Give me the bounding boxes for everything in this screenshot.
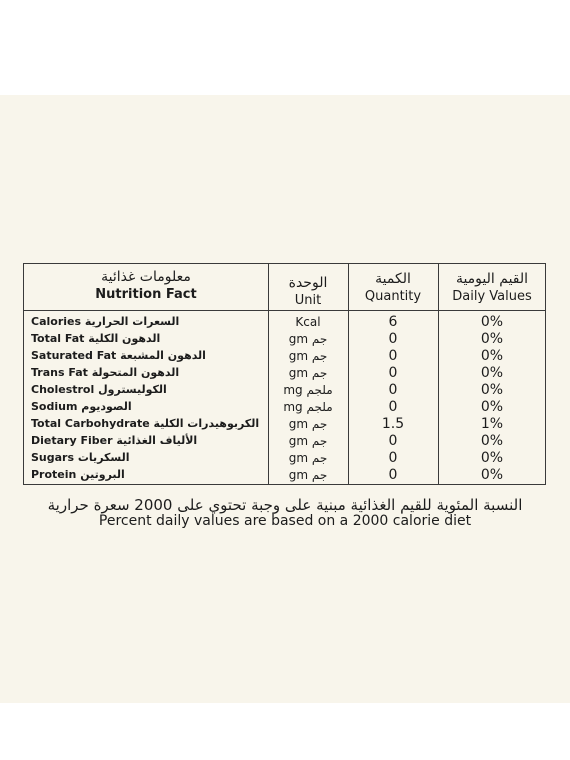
nutrient-ar: الكوليسترول	[98, 383, 167, 396]
table-row	[24, 434, 545, 451]
nutrient-name	[31, 383, 167, 396]
unit-cell: gm جم	[288, 434, 328, 448]
nutrient-en: Calories	[31, 315, 82, 328]
daily-value-cell: 0%	[480, 433, 504, 449]
nutrient-name	[31, 400, 132, 413]
nutrient-en: Cholestrol	[31, 383, 95, 396]
nutrient-ar: السكريات	[77, 451, 130, 464]
unit-cell: Kcal	[295, 315, 321, 329]
daily-value-cell: 0%	[480, 382, 504, 398]
nutrient-en: Trans Fat	[31, 366, 88, 379]
unit-cell: mg ملجم	[283, 383, 333, 397]
quantity-cell: 1.5	[381, 416, 405, 432]
daily-value-cell: 0%	[480, 348, 504, 364]
quantity-cell: 0	[388, 365, 398, 381]
daily-value-cell: 0%	[480, 467, 504, 483]
nutrient-en: Sugars	[31, 451, 75, 464]
table-row	[24, 366, 545, 383]
header-name-ar: معلومات غذائية	[101, 269, 191, 285]
quantity-cell: 6	[388, 314, 398, 330]
table-row	[24, 332, 545, 349]
nutrient-ar: الألياف الغذائية	[116, 434, 198, 447]
daily-value-cell: 0%	[480, 314, 504, 330]
nutrient-ar: الدهون الكلية	[88, 332, 161, 345]
daily-value-cell: 1%	[480, 416, 504, 432]
nutrient-name	[31, 315, 179, 328]
nutrient-en: Sodium	[31, 400, 78, 413]
unit-cell: gm جم	[288, 417, 328, 431]
daily-value-cell: 0%	[480, 365, 504, 381]
nutrient-en: Dietary Fiber	[31, 434, 113, 447]
footer-note-en: Percent daily values are based on a 2000 calorie diet	[98, 513, 472, 529]
quantity-cell: 0	[388, 450, 398, 466]
quantity-cell: 0	[388, 433, 398, 449]
daily-value-cell: 0%	[480, 399, 504, 415]
header-unit	[268, 274, 348, 310]
nutrient-ar: الدهون المشبعة	[120, 349, 206, 362]
nutrient-en: Saturated Fat	[31, 349, 117, 362]
quantity-cell: 0	[388, 467, 398, 483]
header-unit-en: Unit	[294, 293, 322, 308]
table-row	[24, 451, 545, 468]
header-unit-ar: الوحدة	[288, 275, 328, 291]
table-row	[24, 417, 545, 434]
header-qty-ar: الكمية	[375, 271, 411, 287]
header-name-en: Nutrition Fact	[95, 287, 197, 302]
unit-cell: gm جم	[288, 332, 328, 346]
nutrient-ar: البروتين	[80, 468, 125, 481]
nutrient-name	[31, 332, 160, 345]
nutrient-name	[31, 349, 206, 362]
unit-cell: gm جم	[288, 349, 328, 363]
unit-cell: gm جم	[288, 468, 328, 482]
quantity-cell: 0	[388, 399, 398, 415]
nutrient-ar: الصوديوم	[81, 400, 132, 413]
table-row	[24, 468, 545, 485]
header-nutrition-fact	[24, 268, 268, 304]
daily-value-cell: 0%	[480, 450, 504, 466]
nutrient-ar: الدهون المتحولة	[91, 366, 180, 379]
nutrition-table	[23, 263, 546, 485]
nutrient-en: Total Fat	[31, 332, 85, 345]
nutrient-name	[31, 451, 130, 464]
table-row	[24, 315, 545, 332]
nutrient-en: Protein	[31, 468, 77, 481]
nutrient-en: Total Carbohydrate	[31, 417, 150, 430]
nutrient-ar: السعرات الحرارية	[84, 315, 180, 328]
header-dv-ar: القيم اليومية	[455, 271, 529, 287]
quantity-cell: 0	[388, 382, 398, 398]
nutrient-name	[31, 417, 259, 430]
header-daily-values	[438, 270, 546, 306]
nutrient-name	[31, 434, 197, 447]
table-row	[24, 349, 545, 366]
footer-note-ar: النسبة المئوية للقيم الغذائية مبنية على وجبة تحتوي على 2000 سعرة حرارية	[47, 496, 523, 514]
nutrient-name	[31, 468, 125, 481]
nutrient-name	[31, 366, 179, 379]
quantity-cell: 0	[388, 331, 398, 347]
header-qty-en: Quantity	[364, 289, 422, 304]
table-row	[24, 400, 545, 417]
unit-cell: gm جم	[288, 451, 328, 465]
quantity-cell: 0	[388, 348, 398, 364]
header-quantity	[348, 270, 438, 306]
nutrient-ar: الكربوهيدرات الكلية	[153, 417, 260, 430]
unit-cell: mg ملجم	[283, 400, 333, 414]
header-dv-en: Daily Values	[452, 289, 532, 304]
header-divider	[24, 310, 545, 311]
unit-cell: gm جم	[288, 366, 328, 380]
table-row	[24, 383, 545, 400]
daily-value-cell: 0%	[480, 331, 504, 347]
